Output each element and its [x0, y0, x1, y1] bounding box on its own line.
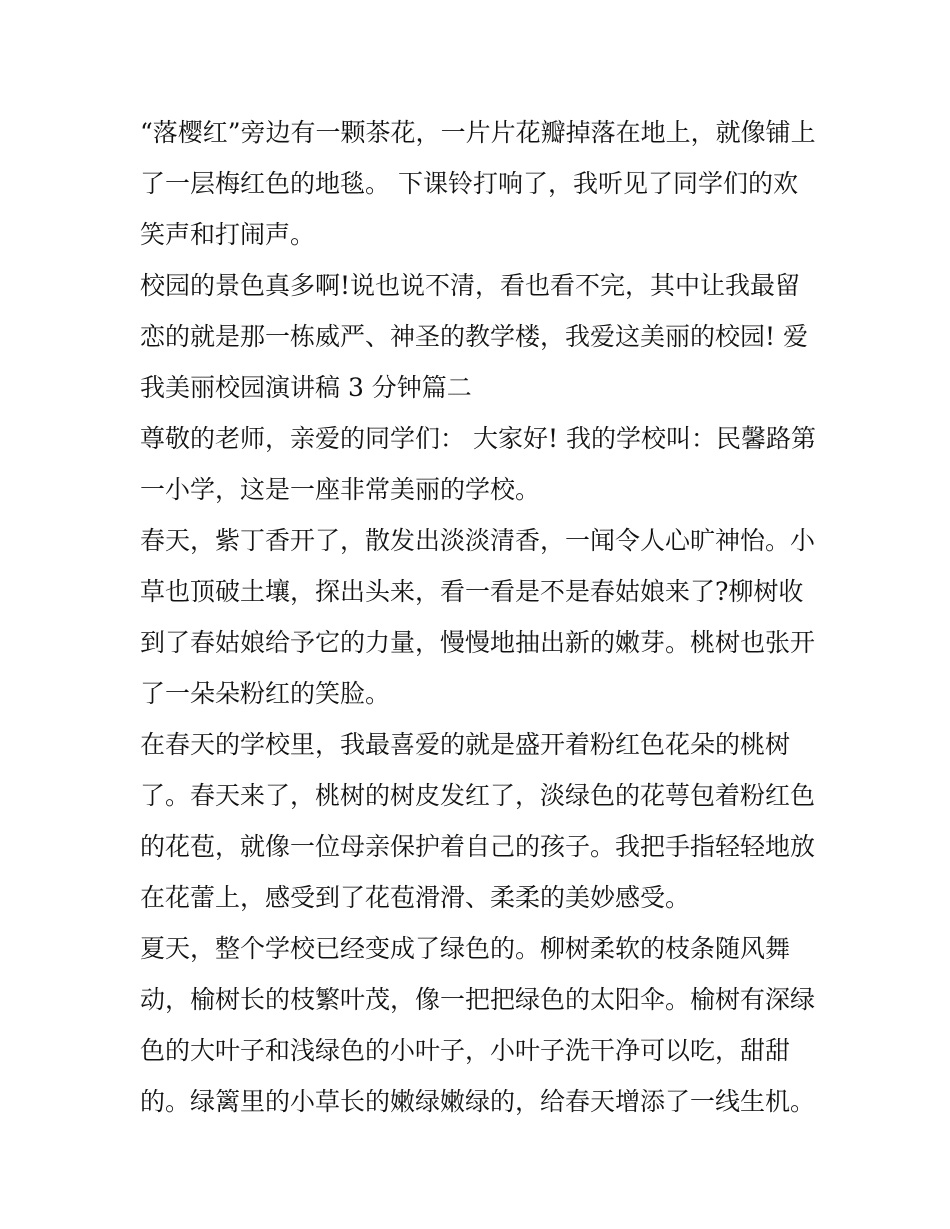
text-line: 春天，紫丁香开了，散发出淡淡清香，一闻令人心旷神怡。小	[140, 526, 816, 555]
text-line: 的花苞，就像一位母亲保护着自己的孩子。我把手指轻轻地放	[140, 832, 816, 861]
text-line: 一小学，这是一座非常美丽的学校。	[140, 475, 541, 504]
text-line: 在花蕾上，感受到了花苞滑滑、柔柔的美妙感受。	[140, 883, 691, 912]
text-line: “落樱红”旁边有一颗茶花，一片片花瓣掉落在地上，就像铺上	[140, 118, 816, 147]
text-line: 色的大叶子和浅绿色的小叶子，小叶子洗干净可以吃，甜甜	[140, 1036, 791, 1065]
text-line: 校园的景色真多啊!说也说不清，看也看不完，其中让我最留	[140, 271, 801, 300]
text-line: 到了春姑娘给予它的力量，慢慢地抽出新的嫩芽。桃树也张开	[140, 628, 816, 657]
text-line: 草也顶破土壤，探出头来，看一看是不是春姑娘来了?柳树收	[140, 577, 804, 606]
text-line: 在春天的学校里，我最喜爱的就是盛开着粉红色花朵的桃树	[140, 730, 791, 759]
text-line: 了一层梅红色的地毯。 下课铃打响了，我听见了同学们的欢	[140, 169, 798, 198]
text-line: 夏天，整个学校已经变成了绿色的。柳树柔软的枝条随风舞	[140, 934, 791, 963]
text-line: 笑声和打闹声。	[140, 220, 316, 249]
text-line: 了一朵朵粉红的笑脸。	[140, 679, 391, 708]
text-line: 了。春天来了，桃树的树皮发红了，淡绿色的花萼包着粉红色	[140, 781, 816, 810]
text-line: 恋的就是那一栋威严、神圣的教学楼，我爱这美丽的校园! 爱	[140, 322, 808, 351]
text-line: 的。绿篱里的小草长的嫩绿嫩绿的，给春天增添了一线生机。	[140, 1087, 816, 1116]
text-line: 我美丽校园演讲稿 3 分钟篇二	[140, 373, 472, 402]
text-line: 尊敬的老师，亲爱的同学们： 大家好! 我的学校叫：民馨路第	[140, 424, 816, 453]
body-text	[140, 107, 820, 1127]
text-line: 动，榆树长的枝繁叶茂，像一把把绿色的太阳伞。榆树有深绿	[140, 985, 816, 1014]
